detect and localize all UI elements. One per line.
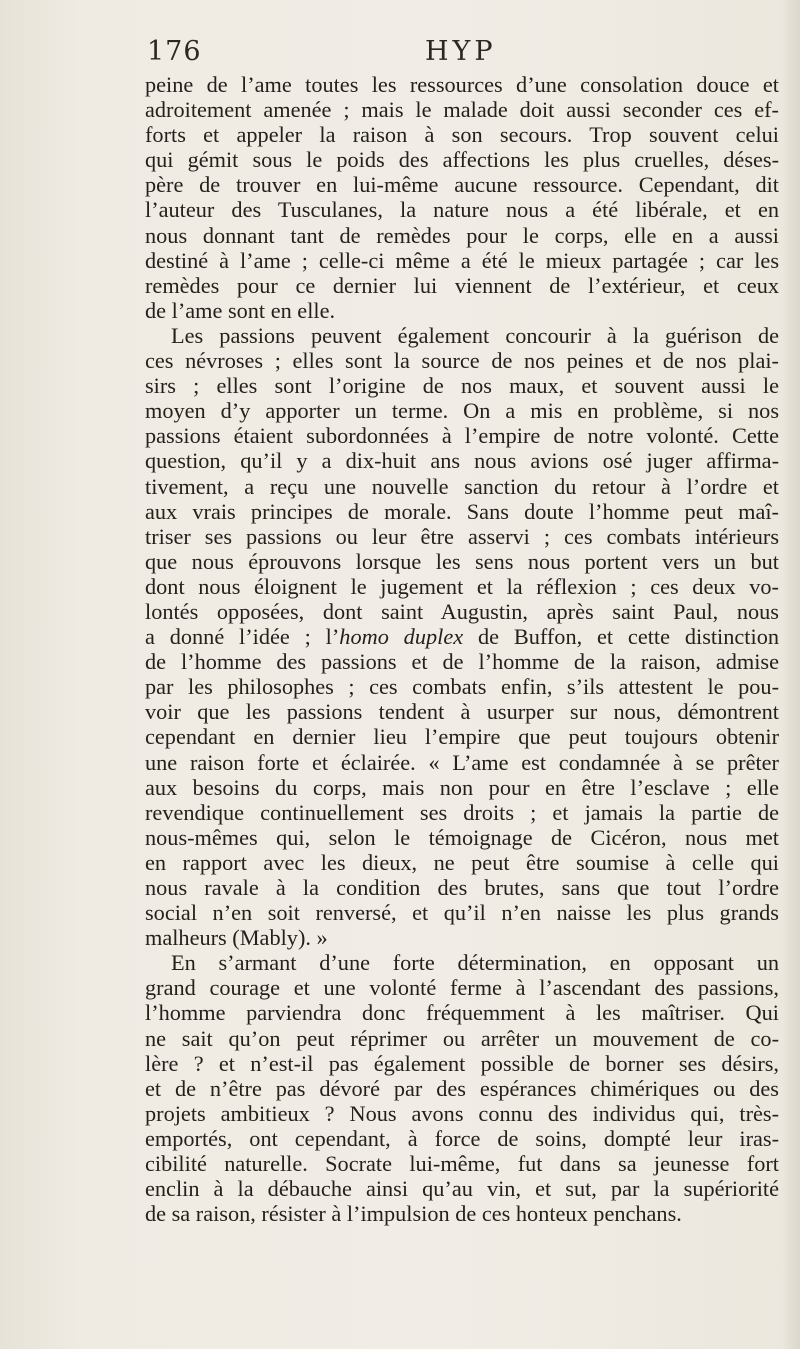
- paragraph-3: [145, 950, 779, 1226]
- text-line: social n’en soit renversé, et qu’il n’en naisse les plus grands: [145, 900, 779, 926]
- text-line: Les passions peuvent également concourir à la guérison de: [171, 322, 779, 348]
- text-line: voir que les passions tendent à usurper sur nous, démontrent: [145, 699, 779, 725]
- body-text: [145, 72, 779, 1226]
- text-line: destiné à l’ame ; celle-ci même a été le mieux partagée ; car les: [145, 247, 779, 273]
- text-line: nous ravale à la condition des brutes, sans que tout l’ordre: [145, 875, 779, 900]
- latin-phrase: homo duplex: [339, 624, 464, 650]
- page-number: 176: [147, 36, 202, 67]
- text-line: nous donnant tant de remèdes pour le corps, elle en a aussi: [145, 222, 779, 248]
- text-line: et de n’être pas dévoré par des espérances chimériques ou des: [145, 1075, 779, 1101]
- page-edge-shadow: [782, 0, 800, 1349]
- text-line: remèdes pour ce dernier lui viennent de l’extérieur, et ceux: [145, 272, 779, 298]
- text-line: père de trouver en lui-même aucune ressource. Cependant, dit: [145, 172, 779, 198]
- text-line: de l’homme des passions et de l’homme de la raison, admise: [145, 649, 779, 675]
- text-line: grand courage et une volonté ferme à l’ascendant des passions,: [145, 975, 779, 1001]
- text-line: peine de l’ame toutes les ressources d’une consolation douce et: [145, 72, 779, 97]
- text-line: En s’armant d’une forte détermination, en opposant un: [171, 950, 779, 976]
- text-line: sirs ; elles sont l’origine de nos maux, et souvent aussi le: [145, 373, 779, 399]
- text-line: aux besoins du corps, mais non pour en être l’esclave ; elle: [145, 774, 779, 800]
- text-line: que nous éprouvons lorsque les sens nous portent vers un but: [145, 548, 779, 574]
- text-line: moyen d’y apporter un terme. On a mis en problème, si nos: [145, 398, 779, 424]
- text-line: l’auteur des Tusculanes, la nature nous a été libérale, et en: [145, 197, 779, 223]
- text-line: aux vrais principes de morale. Sans doute l’homme peut maî-: [145, 498, 779, 524]
- text-line: ces névroses ; elles sont la source de nos peines et de nos plai-: [145, 348, 779, 374]
- text-line: ne sait qu’on peut réprimer ou arrêter un mouvement de co-: [145, 1025, 779, 1051]
- text-line: projets ambitieux ? Nous avons connu des individus qui, très-: [145, 1100, 779, 1126]
- text-line: cependant en dernier lieu l’empire que peut toujours obtenir: [145, 724, 779, 750]
- text-line: une raison forte et éclairée. « L’ame est condamnée à se prêter: [145, 749, 779, 775]
- text-line: enclin à la débauche ainsi qu’au vin, et sut, par la supériorité: [145, 1176, 779, 1202]
- running-title: HYP: [425, 36, 497, 67]
- text-line: qui gémit sous le poids des affections les plus cruelles, déses-: [145, 147, 779, 173]
- text-line: de sa raison, résister à l’impulsion de ces honteux penchans.: [145, 1201, 682, 1227]
- text-line: de l’ame sont en elle.: [145, 297, 336, 323]
- text-line: forts et appeler la raison à son secours. Trop souvent celui: [145, 122, 779, 148]
- paragraph-2: [145, 323, 779, 950]
- text-line: par les philosophes ; ces combats enfin, s’ils attestent le pou-: [145, 674, 779, 700]
- text-line: en rapport avec les dieux, ne peut être soumise à celle qui: [145, 849, 779, 875]
- text-line: lontés opposées, dont saint Augustin, après saint Paul, nous: [145, 598, 779, 624]
- text-line: revendique continuellement ses droits ; et jamais la partie de: [145, 799, 779, 825]
- text-line: cibilité naturelle. Socrate lui-même, fut dans sa jeunesse fort: [145, 1151, 779, 1177]
- running-head: [143, 36, 779, 74]
- paragraph-1: [145, 72, 779, 323]
- text-line: malheurs (Mably). »: [145, 925, 328, 951]
- text-line: passions étaient subordonnées à l’empire de notre volonté. Cette: [145, 423, 779, 449]
- text-line-with-italic: a donné l’idée ; l’homo duplex de Buffon, et cette distinction: [145, 624, 779, 650]
- text-line: triser ses passions ou leur être asservi ; ces combats intérieurs: [145, 523, 779, 549]
- text-line: tivement, a reçu une nouvelle sanction du retour à l’ordre et: [145, 473, 779, 499]
- text-line: question, qu’il y a dix-huit ans nous avions osé juger affirma-: [145, 448, 779, 474]
- text-line: dont nous éloignent le jugement et la réflexion ; ces deux vo-: [145, 573, 779, 599]
- text-line: lère ? et n’est-il pas également possible de borner ses désirs,: [145, 1050, 779, 1076]
- text-line: nous-mêmes qui, selon le témoignage de Cicéron, nous met: [145, 824, 779, 850]
- text-line: emportés, ont cependant, à force de soins, dompté leur iras-: [145, 1125, 779, 1151]
- text-line: adroitement amenée ; mais le malade doit aussi seconder ces ef-: [145, 97, 779, 123]
- text-line: l’homme parviendra donc fréquemment à les maîtriser. Qui: [145, 1000, 779, 1026]
